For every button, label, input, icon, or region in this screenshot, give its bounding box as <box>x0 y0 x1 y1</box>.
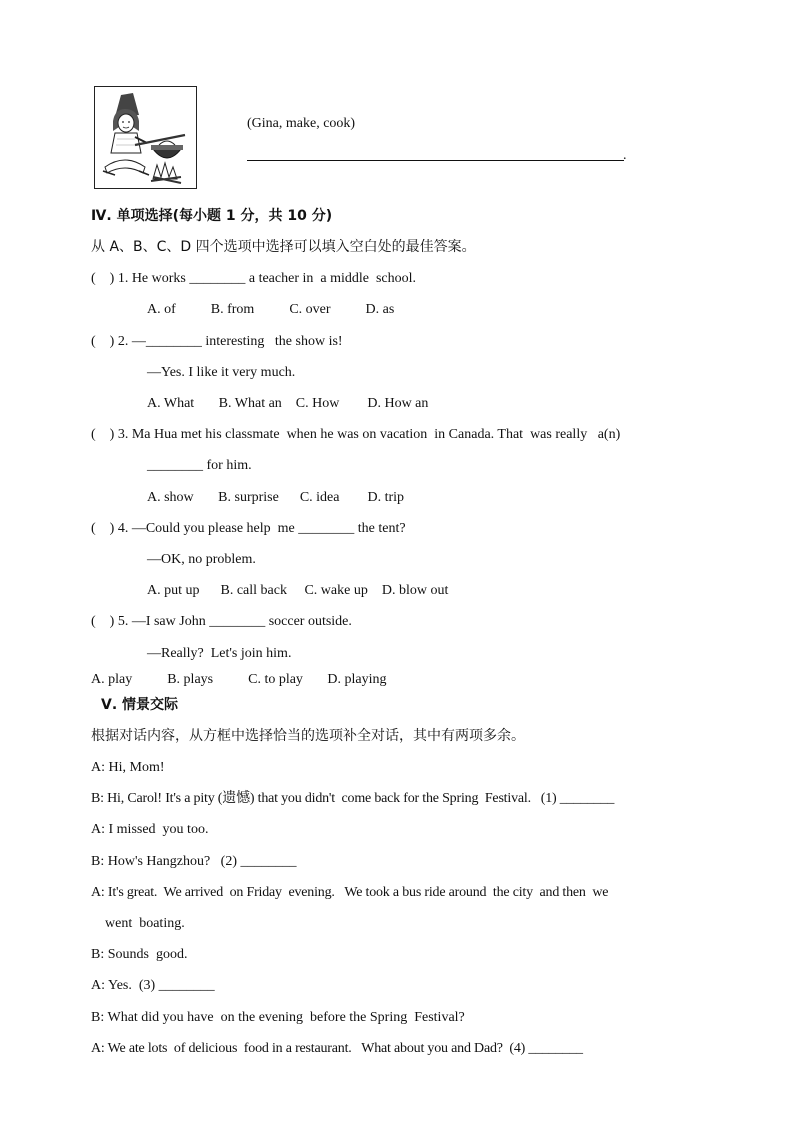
answer-end-period: . <box>623 148 627 163</box>
q2-options: A. What B. What an C. How D. How an <box>147 396 429 411</box>
dialogue-line: A: I missed you too. <box>91 822 209 837</box>
q1-stem: ( ) 1. He works ________ a teacher in a middle school. <box>91 271 417 286</box>
answer-blank-line[interactable] <box>247 160 624 161</box>
q5-stem: ( ) 5. —I saw John ________ soccer outside. <box>91 614 352 629</box>
q3-options: A. show B. surprise C. idea D. trip <box>147 490 405 505</box>
q4-stem: ( ) 4. —Could you please help me ________ the tent? <box>91 521 406 536</box>
dialogue-line: B: What did you have on the evening before the Spring Festival? <box>91 1010 465 1025</box>
section4-instruction: 从 A、B、C、D 四个选项中选择可以填入空白处的最佳答案。 <box>91 239 476 255</box>
dialogue-line: went boating. <box>91 916 185 931</box>
dialogue-line: A: It's great. We arrived on Friday evening. We took a bus ride around the city and then we <box>91 885 609 900</box>
illustration-girl-cooking <box>94 86 197 189</box>
q2-reply: —Yes. I like it very much. <box>147 365 296 380</box>
q1-options: A. of B. from C. over D. as <box>147 302 395 317</box>
section5-title: Ⅴ. 情景交际 <box>101 697 179 713</box>
dialogue-line: B: Sounds good. <box>91 947 188 962</box>
section4-title: Ⅳ. 单项选择(每小题 1 分，共 10 分) <box>91 208 333 224</box>
dialogue-line: A: Yes. (3) ________ <box>91 978 215 993</box>
dialogue-line: B: How's Hangzhou? (2) ________ <box>91 854 297 869</box>
dialogue-line: B: Hi, Carol! It's a pity (遗憾) that you didn't come back for the Spring Festival. (1) ________ <box>91 791 615 806</box>
q3-stem-cont: ________ for him. <box>147 458 252 473</box>
q5-options: A. play B. plays C. to play D. playing <box>91 672 387 687</box>
section5-instruction: 根据对话内容，从方框中选择恰当的选项补全对话，其中有两项多余。 <box>91 728 525 744</box>
q4-reply: —OK, no problem. <box>147 552 256 567</box>
q2-stem: ( ) 2. —________ interesting the show is! <box>91 334 343 349</box>
q5-reply: —Really? Let's join him. <box>147 646 292 661</box>
q3-stem: ( ) 3. Ma Hua met his classmate when he was on vacation in Canada. That was really a(n) <box>91 427 621 442</box>
picture-caption: (Gina, make, cook) <box>247 116 356 131</box>
dialogue-line: A: Hi, Mom! <box>91 760 165 775</box>
dialogue-line: A: We ate lots of delicious food in a restaurant. What about you and Dad? (4) ________ <box>91 1041 583 1056</box>
girl-cooking-drawing <box>95 87 196 188</box>
q4-options: A. put up B. call back C. wake up D. blow out <box>147 583 449 598</box>
